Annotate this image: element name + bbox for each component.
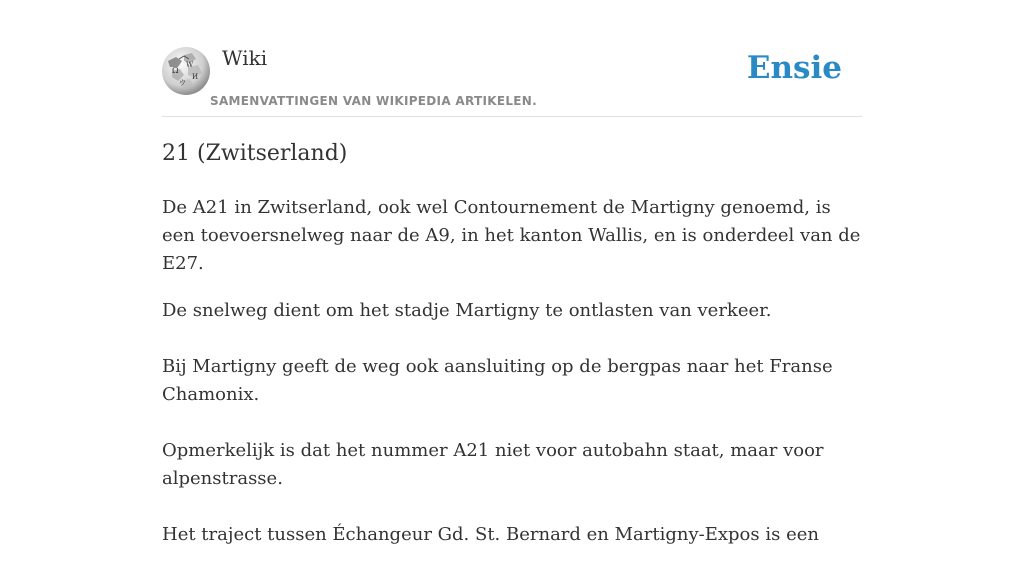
site-tagline: SAMENVATTINGEN VAN WIKIPEDIA ARTIKELEN.	[210, 94, 537, 108]
svg-text:И: И	[192, 73, 199, 81]
article-paragraph: De A21 in Zwitserland, ook wel Contournement de Martigny genoemd, is een toevoersnelweg naar de A9, in het kanton Wallis, en is onderdeel van de E27.	[162, 197, 861, 274]
article-paragraph: Opmerkelijk is dat het nummer A21 niet voor autobahn staat, maar voor alpenstrasse.	[162, 440, 824, 489]
wikipedia-globe-icon[interactable]	[162, 47, 210, 95]
ensie-brand-link[interactable]: Ensie	[746, 50, 842, 86]
article-content	[162, 138, 862, 577]
article-paragraph: De snelweg dient om het stadje Martigny te ontlasten van verkeer.	[162, 300, 772, 321]
site-name-link[interactable]: Wiki	[222, 46, 268, 70]
page-title: 21 (Zwitserland)	[162, 141, 348, 166]
svg-text:W: W	[186, 61, 194, 69]
svg-text:Ω: Ω	[172, 66, 179, 75]
svg-text:ウ: ウ	[179, 79, 186, 87]
article-paragraph: Het traject tussen Échangeur Gd. St. Bernard en Martigny-Expos is een	[162, 524, 819, 545]
article-paragraph: Bij Martigny geeft de weg ook aansluiting op de bergpas naar het Franse Chamonix.	[162, 356, 833, 405]
site-header	[162, 44, 862, 117]
